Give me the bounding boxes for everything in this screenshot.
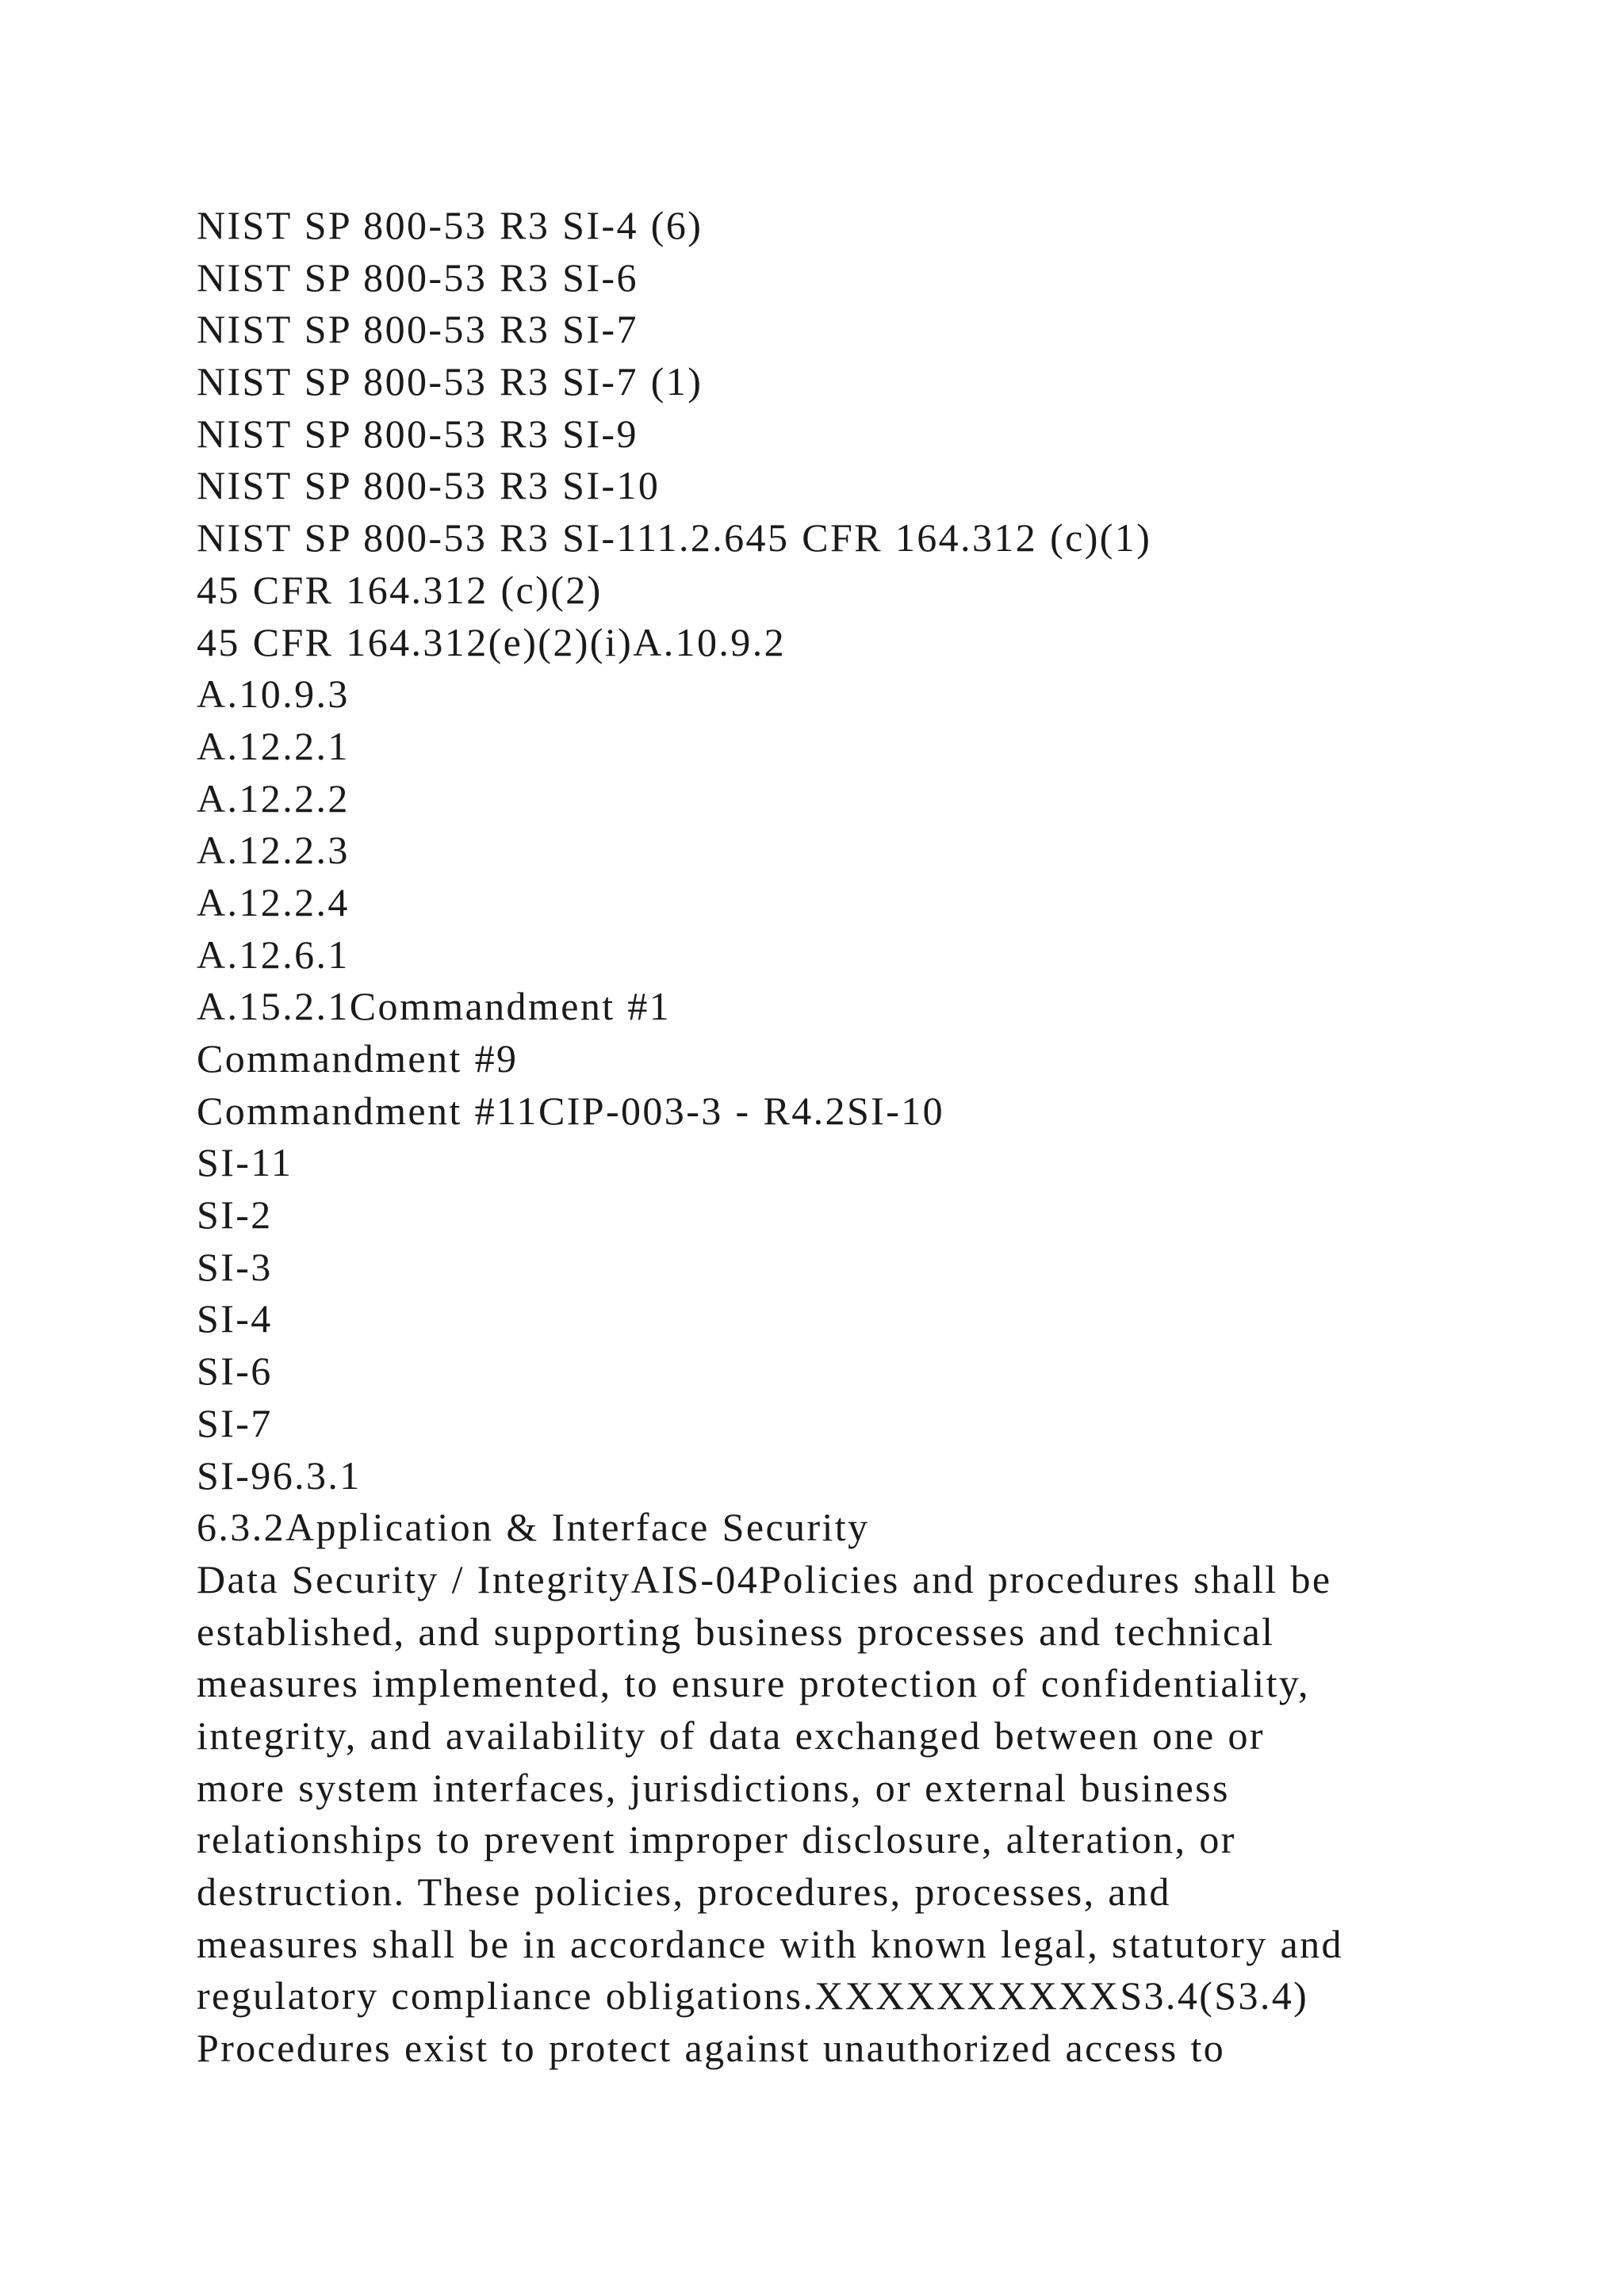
text-line: SI-2: [197, 1192, 273, 1238]
text-line: Data Security / IntegrityAIS-04Policies and procedures shall be: [197, 1556, 1332, 1601]
document-text: [197, 200, 1505, 2075]
text-line: measures shall be in accordance with known legal, statutory and: [197, 1921, 1343, 1966]
text-line: A.12.2.1: [197, 723, 350, 768]
text-line: A.12.2.4: [197, 879, 350, 924]
text-line: SI-3: [197, 1244, 273, 1289]
text-line: A.12.2.3: [197, 828, 350, 873]
text-line: Commandment #11CIP-003-3 - R4.2SI-10: [197, 1088, 945, 1133]
text-line: more system interfaces, jurisdictions, or external business: [197, 1765, 1230, 1810]
text-line: NIST SP 800-53 R3 SI-10: [197, 463, 661, 508]
text-line: NIST SP 800-53 R3 SI-9: [197, 411, 638, 456]
text-line: SI-4: [197, 1296, 273, 1341]
text-line: NIST SP 800-53 R3 SI-7 (1): [197, 359, 703, 404]
text-line: destruction. These policies, procedures, processes, and: [197, 1869, 1171, 1914]
text-line: regulatory compliance obligations.XXXXXXXXXXS3.4(S3.4): [197, 1973, 1309, 2019]
text-line: established, and supporting business processes and technical: [197, 1609, 1275, 1654]
text-line: relationships to prevent improper disclosure, alteration, or: [197, 1817, 1236, 1862]
text-line: NIST SP 800-53 R3 SI-4 (6): [197, 203, 703, 247]
text-line: 45 CFR 164.312 (c)(2): [197, 567, 603, 612]
text-line: NIST SP 800-53 R3 SI-7: [197, 307, 638, 352]
text-line: NIST SP 800-53 R3 SI-111.2.645 CFR 164.312 (c)(1): [197, 515, 1152, 561]
text-line: A.15.2.1Commandment #1: [197, 984, 672, 1029]
text-line: Procedures exist to protect against unauthorized access to: [197, 2026, 1226, 2071]
text-line: integrity, and availability of data exchanged between one or: [197, 1712, 1265, 1758]
text-line: SI-7: [197, 1400, 273, 1445]
text-line: measures implemented, to ensure protection of confidentiality,: [197, 1661, 1310, 1706]
text-line: A.10.9.3: [197, 672, 350, 717]
text-line: 45 CFR 164.312(e)(2)(i)A.10.9.2: [197, 619, 787, 664]
text-line: SI-11: [197, 1140, 293, 1185]
text-line: SI-96.3.1: [197, 1452, 362, 1498]
text-line: A.12.6.1: [197, 932, 350, 977]
text-line: SI-6: [197, 1349, 273, 1394]
text-line: NIST SP 800-53 R3 SI-6: [197, 254, 638, 300]
text-line: Commandment #9: [197, 1036, 519, 1081]
text-line: 6.3.2Application & Interface Security: [197, 1505, 870, 1550]
text-line: A.12.2.2: [197, 775, 350, 821]
